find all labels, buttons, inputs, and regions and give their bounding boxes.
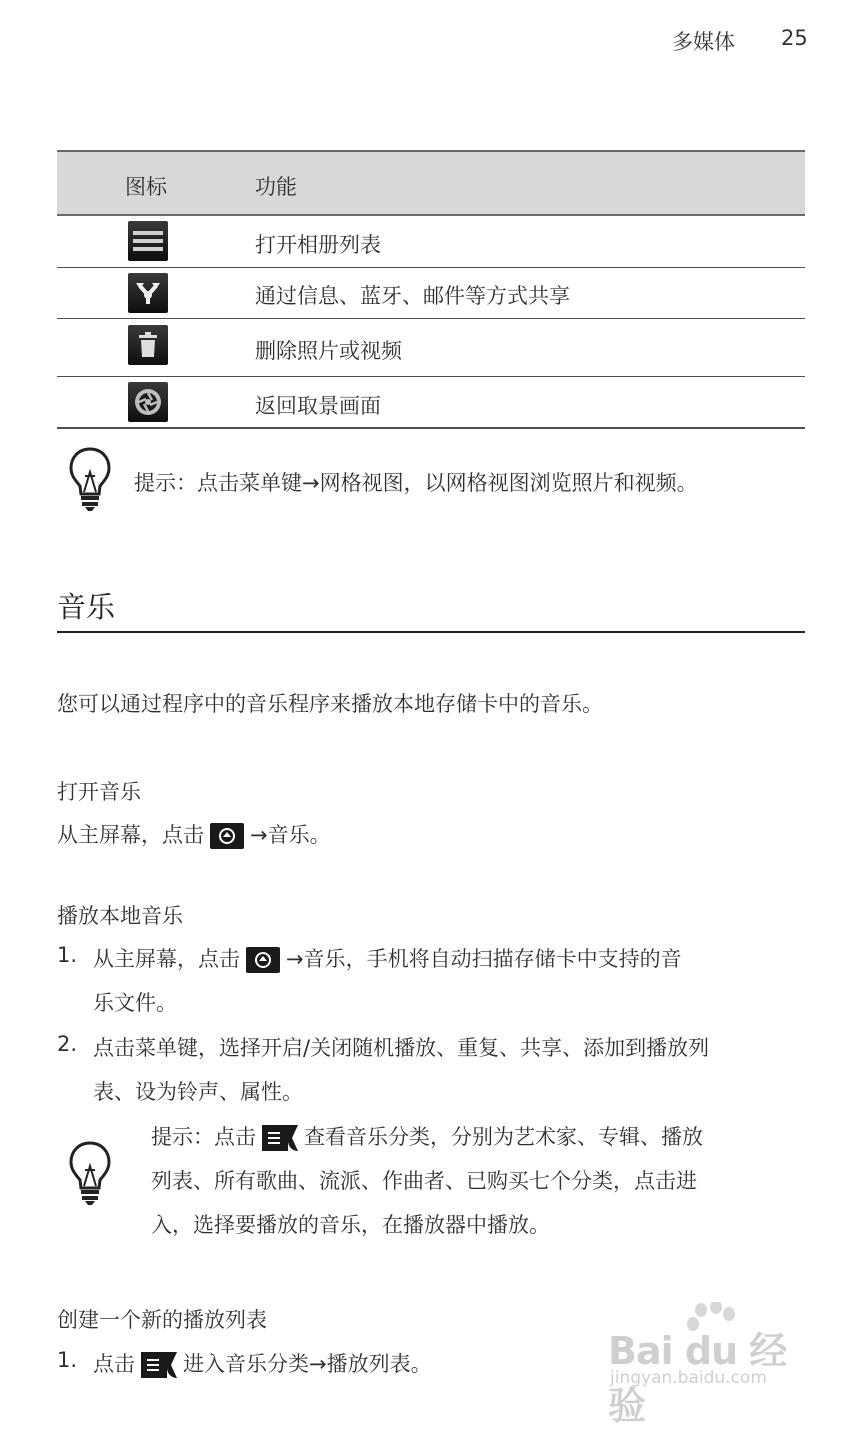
- instruction-text: →音乐。: [250, 823, 331, 847]
- instruction-text: →音乐，手机将自动扫描存储卡中支持的音: [286, 947, 682, 971]
- instruction-text: 从主屏幕，点击: [93, 947, 240, 971]
- play-step-2-continued: 表、设为铃声、属性。: [93, 1080, 303, 1104]
- table-header: [57, 150, 805, 216]
- tip-grid-view: 提示：点击菜单键→网格视图，以网格视图浏览照片和视频。: [134, 471, 698, 495]
- instruction-text: 点击: [93, 1352, 135, 1376]
- album-list-icon: [128, 221, 168, 261]
- playlist-step-1: [93, 1348, 432, 1378]
- trash-icon: [128, 325, 168, 365]
- tip-text: 查看音乐分类，分别为艺术家、专辑、播放: [304, 1125, 703, 1149]
- instruction-text: 从主屏幕，点击: [57, 823, 204, 847]
- row-function-text: 返回取景画面: [255, 394, 381, 418]
- app-launcher-icon: [246, 947, 280, 973]
- step-number: 1.: [57, 943, 78, 967]
- icon-function-table: [57, 150, 805, 429]
- step-number: 1.: [57, 1348, 78, 1372]
- tip-music-categories-line3: 入，选择要播放的音乐，在播放器中播放。: [151, 1213, 550, 1237]
- play-step-1-continued: 乐文件。: [93, 991, 177, 1015]
- tip-text: 提示：点击: [151, 1125, 256, 1149]
- watermark-url: jingyan.baidu.com: [610, 1368, 767, 1388]
- instruction-text: 进入音乐分类→播放列表。: [183, 1352, 432, 1376]
- section-divider: [57, 631, 805, 633]
- lightbulb-icon: [67, 446, 113, 512]
- table-row: [57, 268, 805, 319]
- lightbulb-icon: [67, 1140, 113, 1206]
- tip-music-categories-line2: 列表、所有歌曲、流派、作曲者、已购买七个分类，点击进: [151, 1169, 697, 1193]
- category-menu-icon: [262, 1125, 298, 1151]
- share-icon: [128, 273, 168, 313]
- tip-music-categories: [151, 1121, 703, 1151]
- open-music-instruction: [57, 819, 331, 849]
- row-function-text: 删除照片或视频: [255, 339, 402, 363]
- play-step-2: 点击菜单键，选择开启/关闭随机播放、重复、共享、添加到播放列: [93, 1036, 710, 1060]
- step-number: 2.: [57, 1032, 78, 1056]
- table-row: [57, 216, 805, 268]
- page-number: 25: [781, 26, 808, 50]
- heading-play-local-music: 播放本地音乐: [57, 904, 183, 928]
- music-intro: 您可以通过程序中的音乐程序来播放本地存储卡中的音乐。: [57, 692, 603, 716]
- category-menu-icon: [141, 1352, 177, 1378]
- table-row: [57, 377, 805, 429]
- camera-shutter-icon: [128, 382, 168, 422]
- heading-open-music: 打开音乐: [57, 780, 141, 804]
- watermark-brand: Bai du 经验: [608, 1329, 787, 1428]
- column-header-function: 功能: [255, 175, 297, 199]
- table-row: [57, 319, 805, 377]
- baidu-jingyan-watermark: [608, 1302, 808, 1428]
- app-launcher-icon: [210, 823, 244, 849]
- running-header-section: 多媒体: [672, 30, 735, 54]
- section-title-music: 音乐: [57, 590, 116, 624]
- row-function-text: 通过信息、蓝牙、邮件等方式共享: [255, 284, 570, 308]
- row-function-text: 打开相册列表: [255, 233, 381, 257]
- heading-create-playlist: 创建一个新的播放列表: [57, 1308, 267, 1332]
- column-header-icon: 图标: [125, 175, 167, 199]
- play-step-1: [93, 943, 682, 973]
